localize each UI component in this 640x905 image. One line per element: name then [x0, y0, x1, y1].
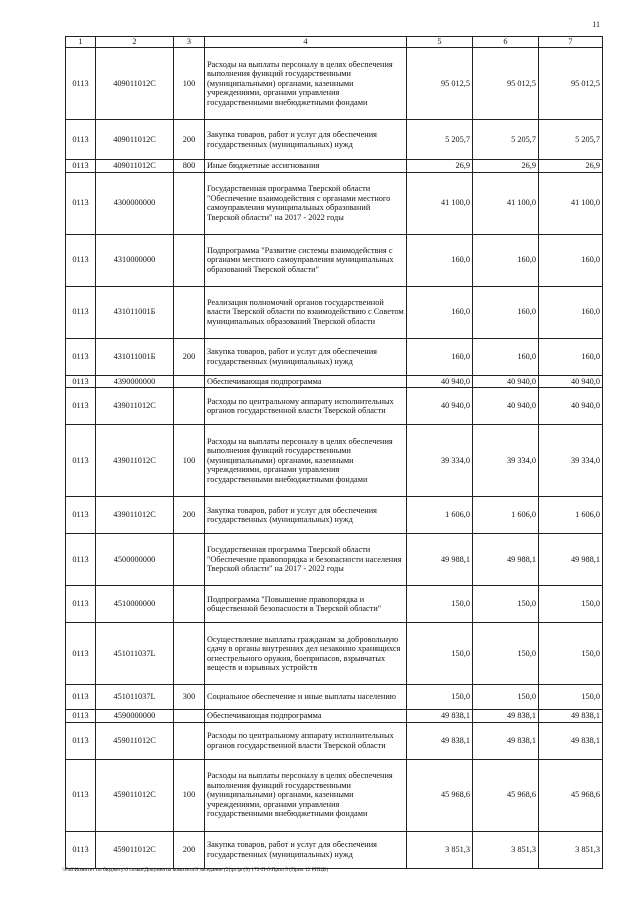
amount-2022-cell: 160,0: [539, 286, 603, 338]
section-code-cell: 0113: [66, 722, 96, 759]
amount-2022-cell: 49 838,1: [539, 722, 603, 759]
amount-2021-cell: 5 205,7: [473, 120, 539, 160]
target-article-cell: 459011012С: [96, 722, 174, 759]
description-cell: Иные бюджетные ассигнования: [205, 160, 407, 173]
amount-2022-cell: 3 851,3: [539, 831, 603, 868]
section-code-cell: 0113: [66, 388, 96, 425]
amount-2020-cell: 95 012,5: [407, 48, 473, 120]
target-article-cell: 431011001Б: [96, 286, 174, 338]
table-row: [66, 48, 603, 120]
section-code-cell: 0113: [66, 623, 96, 685]
amount-2021-cell: 40 940,0: [473, 388, 539, 425]
expense-type-cell: 100: [174, 48, 205, 120]
amount-2020-cell: 150,0: [407, 623, 473, 685]
section-code-cell: 0113: [66, 710, 96, 723]
amount-2021-cell: 150,0: [473, 623, 539, 685]
amount-2021-cell: 26,9: [473, 160, 539, 173]
amount-2021-cell: 1 606,0: [473, 497, 539, 534]
table-row: [66, 338, 603, 375]
table-row: [66, 710, 603, 723]
amount-2021-cell: 45 968,6: [473, 759, 539, 831]
amount-2021-cell: 150,0: [473, 586, 539, 623]
amount-2020-cell: 41 100,0: [407, 172, 473, 234]
amount-2021-cell: 160,0: [473, 338, 539, 375]
amount-2022-cell: 45 968,6: [539, 759, 603, 831]
column-header: 1: [66, 37, 96, 48]
amount-2021-cell: 3 851,3: [473, 831, 539, 868]
amount-2022-cell: 150,0: [539, 623, 603, 685]
target-article-cell: 4590000000: [96, 710, 174, 723]
expense-type-cell: [174, 234, 205, 286]
table-row: [66, 685, 603, 710]
target-article-cell: 451011037L: [96, 685, 174, 710]
section-code-cell: 0113: [66, 286, 96, 338]
page-number: 11: [592, 20, 600, 29]
table-row: [66, 388, 603, 425]
target-article-cell: 439011012С: [96, 425, 174, 497]
description-cell: Подпрограмма "Повышение правопорядка и общественной безопасности в Тверской области": [205, 586, 407, 623]
expense-type-cell: [174, 586, 205, 623]
amount-2020-cell: 150,0: [407, 586, 473, 623]
description-cell: Расходы по центральному аппарату исполнительных органов государственной власти Тверской области: [205, 388, 407, 425]
section-code-cell: 0113: [66, 534, 96, 586]
expense-type-cell: 200: [174, 338, 205, 375]
amount-2022-cell: 95 012,5: [539, 48, 603, 120]
description-cell: Социальное обеспечение и иные выплаты населению: [205, 685, 407, 710]
table-row: [66, 160, 603, 173]
amount-2022-cell: 160,0: [539, 338, 603, 375]
description-cell: Расходы на выплаты персоналу в целях обеспечения выполнения функций государственными (муниципальными) органами, казенными учреждениями, органами управления государственными внебюджетными фондами: [205, 759, 407, 831]
target-article-cell: 431011001Б: [96, 338, 174, 375]
amount-2020-cell: 49 988,1: [407, 534, 473, 586]
target-article-cell: 439011012С: [96, 388, 174, 425]
section-code-cell: 0113: [66, 120, 96, 160]
expense-type-cell: [174, 710, 205, 723]
table-header-row: [66, 37, 603, 48]
amount-2020-cell: 1 606,0: [407, 497, 473, 534]
amount-2022-cell: 26,9: [539, 160, 603, 173]
amount-2020-cell: 160,0: [407, 338, 473, 375]
description-cell: Подпрограмма "Развитие системы взаимодействия с органами местного самоуправления муниципальных образований Тверской области": [205, 234, 407, 286]
description-cell: Закупка товаров, работ и услуг для обеспечения государственных (муниципальных) нужд: [205, 831, 407, 868]
table-row: [66, 497, 603, 534]
expense-type-cell: 100: [174, 425, 205, 497]
table-row: [66, 286, 603, 338]
table-row: [66, 586, 603, 623]
target-article-cell: 4390000000: [96, 375, 174, 388]
footer-file-path: \\Fa0\Комитет по бюджету\6 созыв\Документы комитета\9 заседание (2)\рг\рг(9) 172-П-6\Прил 5 (Прил 12 РПЦВ): [62, 867, 329, 873]
description-cell: Закупка товаров, работ и услуг для обеспечения государственных (муниципальных) нужд: [205, 338, 407, 375]
target-article-cell: 4300000000: [96, 172, 174, 234]
amount-2020-cell: 160,0: [407, 286, 473, 338]
section-code-cell: 0113: [66, 586, 96, 623]
table-row: [66, 425, 603, 497]
table-row: [66, 759, 603, 831]
amount-2020-cell: 3 851,3: [407, 831, 473, 868]
amount-2022-cell: 41 100,0: [539, 172, 603, 234]
amount-2021-cell: 49 838,1: [473, 710, 539, 723]
amount-2020-cell: 49 838,1: [407, 722, 473, 759]
amount-2022-cell: 40 940,0: [539, 375, 603, 388]
amount-2020-cell: 40 940,0: [407, 375, 473, 388]
target-article-cell: 409011012С: [96, 120, 174, 160]
expense-type-cell: 800: [174, 160, 205, 173]
amount-2021-cell: 49 838,1: [473, 722, 539, 759]
expense-type-cell: [174, 388, 205, 425]
amount-2021-cell: 95 012,5: [473, 48, 539, 120]
amount-2022-cell: 160,0: [539, 234, 603, 286]
table-row: [66, 172, 603, 234]
amount-2022-cell: 1 606,0: [539, 497, 603, 534]
amount-2020-cell: 26,9: [407, 160, 473, 173]
amount-2022-cell: 40 940,0: [539, 388, 603, 425]
amount-2021-cell: 39 334,0: [473, 425, 539, 497]
expense-type-cell: [174, 623, 205, 685]
section-code-cell: 0113: [66, 685, 96, 710]
description-cell: Осуществление выплаты гражданам за добровольную сдачу в органы внутренних дел незаконно хранящихся огнестрельного оружия, боеприпасов, взрывчатых веществ и взрывных устройств: [205, 623, 407, 685]
expense-type-cell: 200: [174, 120, 205, 160]
amount-2021-cell: 40 940,0: [473, 375, 539, 388]
column-header: 2: [96, 37, 174, 48]
amount-2022-cell: 5 205,7: [539, 120, 603, 160]
amount-2022-cell: 150,0: [539, 685, 603, 710]
target-article-cell: 439011012С: [96, 497, 174, 534]
description-cell: Государственная программа Тверской области "Обеспечение правопорядка и безопасности населения Тверской области" на 2017 - 2022 годы: [205, 534, 407, 586]
description-cell: Расходы на выплаты персоналу в целях обеспечения выполнения функций государственными (муниципальными) органами, казенными учреждениями, органами управления государственными внебюджетными фондами: [205, 425, 407, 497]
amount-2020-cell: 150,0: [407, 685, 473, 710]
amount-2020-cell: 39 334,0: [407, 425, 473, 497]
expense-type-cell: [174, 375, 205, 388]
amount-2021-cell: 49 988,1: [473, 534, 539, 586]
target-article-cell: 459011012С: [96, 831, 174, 868]
amount-2021-cell: 160,0: [473, 234, 539, 286]
expense-type-cell: 200: [174, 831, 205, 868]
target-article-cell: 4500000000: [96, 534, 174, 586]
budget-table: [65, 36, 603, 869]
description-cell: Закупка товаров, работ и услуг для обеспечения государственных (муниципальных) нужд: [205, 120, 407, 160]
expense-type-cell: [174, 534, 205, 586]
column-header: 5: [407, 37, 473, 48]
section-code-cell: 0113: [66, 338, 96, 375]
amount-2020-cell: 5 205,7: [407, 120, 473, 160]
expense-type-cell: [174, 722, 205, 759]
amount-2020-cell: 40 940,0: [407, 388, 473, 425]
section-code-cell: 0113: [66, 234, 96, 286]
table-row: [66, 623, 603, 685]
description-cell: Расходы на выплаты персоналу в целях обеспечения выполнения функций государственными (муниципальными) органами, казенными учреждениями, органами управления государственными внебюджетными фондами: [205, 48, 407, 120]
target-article-cell: 4510000000: [96, 586, 174, 623]
table-row: [66, 722, 603, 759]
column-header: 4: [205, 37, 407, 48]
amount-2020-cell: 49 838,1: [407, 710, 473, 723]
target-article-cell: 451011037L: [96, 623, 174, 685]
target-article-cell: 459011012С: [96, 759, 174, 831]
expense-type-cell: 200: [174, 497, 205, 534]
amount-2021-cell: 41 100,0: [473, 172, 539, 234]
table-row: [66, 120, 603, 160]
description-cell: Реализация полномочий органов государственной власти Тверской области по взаимодействию с Советом муниципальных образований Тверской области: [205, 286, 407, 338]
expense-type-cell: 100: [174, 759, 205, 831]
table-row: [66, 534, 603, 586]
expense-type-cell: 300: [174, 685, 205, 710]
amount-2022-cell: 150,0: [539, 586, 603, 623]
table-row: [66, 831, 603, 868]
target-article-cell: 409011012С: [96, 48, 174, 120]
description-cell: Обеспечивающая подпрограмма: [205, 375, 407, 388]
amount-2020-cell: 45 968,6: [407, 759, 473, 831]
column-header: 6: [473, 37, 539, 48]
section-code-cell: 0113: [66, 425, 96, 497]
target-article-cell: 409011012С: [96, 160, 174, 173]
description-cell: Закупка товаров, работ и услуг для обеспечения государственных (муниципальных) нужд: [205, 497, 407, 534]
amount-2020-cell: 160,0: [407, 234, 473, 286]
amount-2021-cell: 160,0: [473, 286, 539, 338]
section-code-cell: 0113: [66, 172, 96, 234]
amount-2022-cell: 49 838,1: [539, 710, 603, 723]
section-code-cell: 0113: [66, 48, 96, 120]
column-header: 3: [174, 37, 205, 48]
description-cell: Государственная программа Тверской области "Обеспечение взаимодействия с органами местного самоуправления муниципальных образований Тверской области" на 2017 - 2022 годы: [205, 172, 407, 234]
description-cell: Обеспечивающая подпрограмма: [205, 710, 407, 723]
table-row: [66, 375, 603, 388]
amount-2021-cell: 150,0: [473, 685, 539, 710]
column-header: 7: [539, 37, 603, 48]
amount-2022-cell: 39 334,0: [539, 425, 603, 497]
description-cell: Расходы по центральному аппарату исполнительных органов государственной власти Тверской области: [205, 722, 407, 759]
section-code-cell: 0113: [66, 375, 96, 388]
amount-2022-cell: 49 988,1: [539, 534, 603, 586]
expense-type-cell: [174, 172, 205, 234]
section-code-cell: 0113: [66, 160, 96, 173]
section-code-cell: 0113: [66, 497, 96, 534]
section-code-cell: 0113: [66, 831, 96, 868]
table-row: [66, 234, 603, 286]
section-code-cell: 0113: [66, 759, 96, 831]
target-article-cell: 4310000000: [96, 234, 174, 286]
expense-type-cell: [174, 286, 205, 338]
